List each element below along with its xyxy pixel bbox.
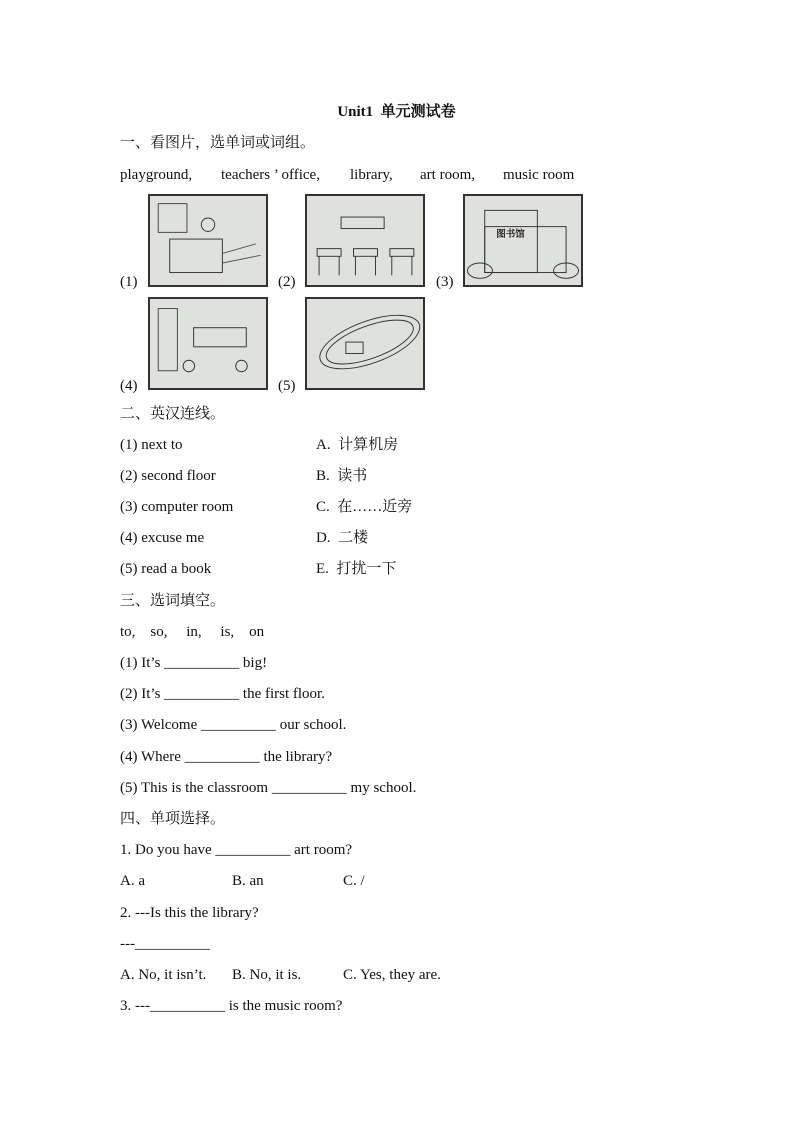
- question-2: 2. ---Is this the library?: [120, 905, 259, 921]
- question-3: 3. ---__________ is the music room?: [120, 998, 343, 1014]
- question-2-answer-blank: ---__________: [120, 936, 210, 952]
- match-left-item: (1) next to: [120, 437, 183, 453]
- match-right-item: B. 读书: [316, 468, 368, 484]
- playground-picture: [305, 297, 425, 390]
- match-right-item: C. 在……近旁: [316, 499, 413, 515]
- question-1: 1. Do you have __________ art room?: [120, 842, 353, 858]
- option: A. No, it isn’t.: [120, 967, 207, 983]
- picture-label: (3): [436, 274, 454, 290]
- match-left-item: (5) read a book: [120, 561, 212, 577]
- section-3-heading: 三、选词填空。: [120, 593, 226, 609]
- picture-label: (1): [120, 274, 138, 290]
- teachers-office-picture: [148, 194, 268, 287]
- match-right-item: D. 二楼: [316, 530, 369, 546]
- option: B. an: [232, 873, 264, 889]
- word-bank: music room: [503, 167, 575, 183]
- fill-item: (1) It’s __________ big!: [120, 655, 268, 671]
- page-title: Unit1 单元测试卷: [337, 104, 456, 120]
- picture-label: (5): [278, 378, 296, 394]
- word-bank: art room,: [420, 167, 475, 183]
- word-bank: playground,: [120, 167, 193, 183]
- section-4-heading: 四、单项选择。: [120, 811, 226, 827]
- section-2-heading: 二、英汉连线。: [120, 406, 226, 422]
- art-room-picture: [148, 297, 268, 390]
- match-left-item: (3) computer room: [120, 499, 234, 515]
- fill-item: (3) Welcome __________ our school.: [120, 717, 347, 733]
- word-bank: teachers ’ office,: [221, 167, 320, 183]
- picture-label: (4): [120, 378, 138, 394]
- match-left-item: (2) second floor: [120, 468, 216, 484]
- library-picture: [463, 194, 583, 287]
- music-room-picture: [305, 194, 425, 287]
- match-right-item: E. 打扰一下: [316, 561, 397, 577]
- match-right-item: A. 计算机房: [316, 437, 399, 453]
- match-left-item: (4) excuse me: [120, 530, 205, 546]
- option: A. a: [120, 873, 145, 889]
- option: C. Yes, they are.: [343, 967, 441, 983]
- option: C. /: [343, 873, 365, 889]
- fill-item: (2) It’s __________ the first floor.: [120, 686, 325, 702]
- section-1-heading: 一、看图片，选单词或词组。: [120, 135, 316, 151]
- library-sign: 图书馆: [496, 229, 525, 241]
- word-bank: library,: [350, 167, 393, 183]
- fill-word-bank: to, so, in, is, on: [120, 624, 265, 640]
- fill-item: (4) Where __________ the library?: [120, 749, 333, 765]
- fill-item: (5) This is the classroom __________ my school.: [120, 780, 417, 796]
- option: B. No, it is.: [232, 967, 302, 983]
- picture-label: (2): [278, 274, 296, 290]
